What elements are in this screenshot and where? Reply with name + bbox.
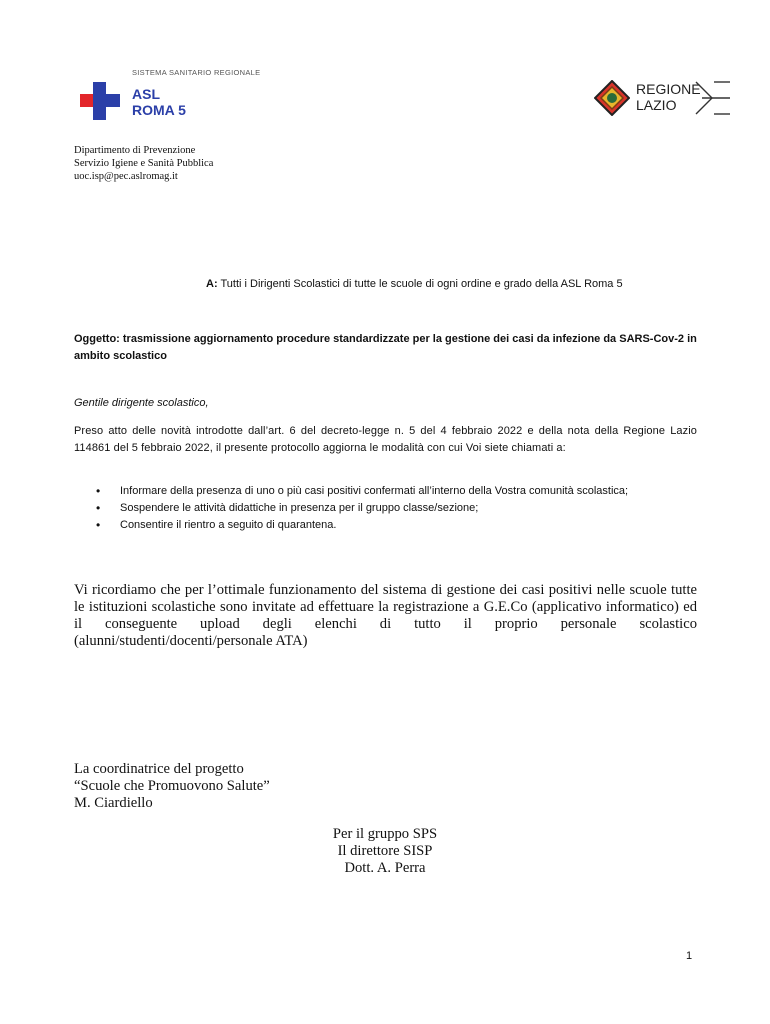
department-block: [74, 144, 213, 183]
coordinator-role: La coordinatrice del progetto: [74, 761, 244, 777]
asl-system-label: SISTEMA SANITARIO REGIONALE: [132, 68, 261, 77]
recipient-line: [206, 278, 623, 290]
department-name: Dipartimento di Prevenzione: [74, 145, 196, 156]
project-name: “Scuole che Promuovono Salute”: [74, 778, 270, 794]
regione-lazio-logo: [594, 78, 734, 118]
director-group: Per il gruppo SPS: [332, 826, 438, 842]
bullet-list: [74, 483, 697, 534]
coordinator-name: M. Ciardiello: [74, 795, 153, 811]
reminder-paragraph: Vi ricordiamo che per l’ottimale funzionamento del sistema di gestione dei casi positivi nelle scuole tutte le istituzioni scolastiche sono invitate ad effettuare la registrazione a G.E.Co (applicativo informatico) ed il conseguente upload degli elenchi di tutto il proprio personale scolastico (alunni/studenti/docenti/personale ATA): [74, 582, 697, 649]
lazio-logo-line1: REGIONE: [636, 81, 701, 97]
lazio-emblem-icon: [594, 80, 630, 116]
asl-logo-line2: ROMA 5: [132, 102, 186, 118]
director-role: Il direttore SISP: [337, 843, 433, 859]
coordinator-signature: [74, 761, 270, 812]
department-email: uoc.isp@pec.aslromag.it: [74, 171, 178, 182]
lazio-logo-line2: LAZIO: [636, 97, 677, 113]
director-signature: [300, 826, 470, 877]
list-item: • Sospendere le attività didattiche in presenza per il gruppo classe/sezione;: [74, 500, 697, 517]
director-name: Dott. A. Perra: [344, 860, 426, 876]
recipient-label: A:: [206, 278, 218, 290]
greeting: Gentile dirigente scolastico,: [74, 397, 209, 409]
asl-cross-icon: [80, 82, 120, 120]
list-item: • Consentire il rientro a seguito di quarantena.: [74, 517, 697, 534]
service-name: Servizio Igiene e Sanità Pubblica: [74, 158, 214, 169]
recipient-text: Tutti i Dirigenti Scolastici di tutte le scuole di ogni ordine e grado della ASL Roma 5: [220, 278, 623, 290]
list-item: • Informare della presenza di uno o più casi positivi confermati all’interno della Vostra comunità scolastica;: [74, 483, 697, 500]
intro-paragraph: Preso atto delle novità introdotte dall’art. 6 del decreto-legge n. 5 del 4 febbraio 2022 e della nota della Regione Lazio 114861 del 5 febbraio 2022, il presente protocollo aggiorna le modalità con cui Voi siete chiamati a:: [74, 425, 697, 454]
page-number: 1: [686, 950, 693, 962]
subject-line: Oggetto: trasmissione aggiornamento procedure standardizzate per la gestione dei casi da infezione da SARS-Cov-2 in ambito scolastico: [74, 333, 697, 362]
lazio-chevron-icon: [694, 80, 734, 116]
asl-logo-line1: ASL: [132, 86, 160, 102]
asl-roma5-logo: [80, 68, 280, 128]
